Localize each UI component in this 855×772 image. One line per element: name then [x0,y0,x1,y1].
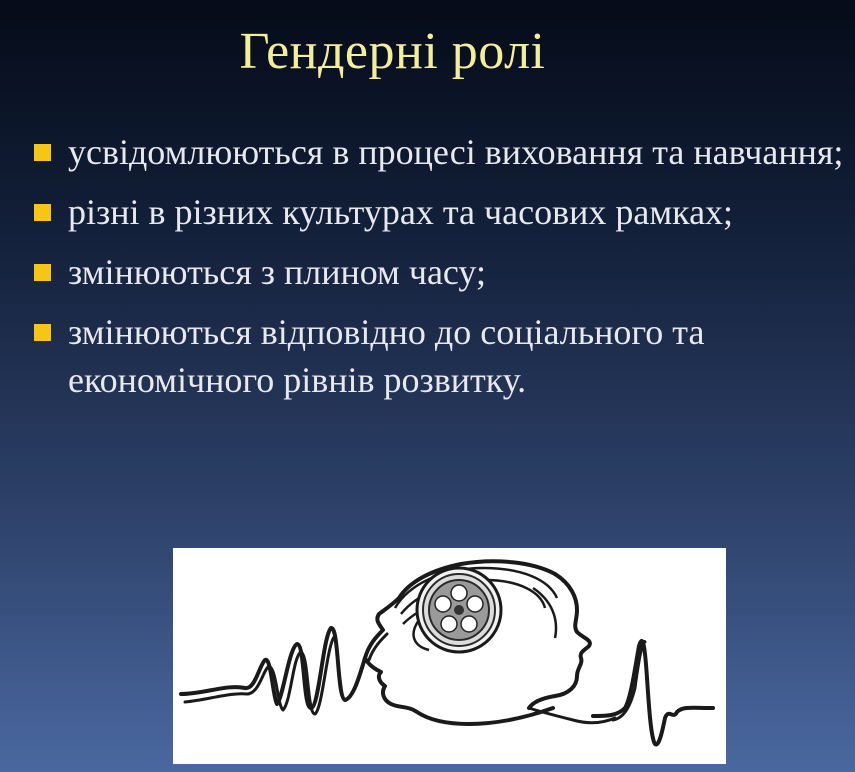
slide-title: Гендерні ролі [239,23,546,80]
bullet-square-icon [34,144,51,161]
bullet-item [34,308,852,404]
illustration-image [173,548,726,764]
bullet-square-icon [34,204,51,221]
bullet-text: змінюються відповідно до соціального та економічного рівнів розвитку. [68,312,705,400]
bullet-item [34,248,852,296]
bullet-item [34,188,852,236]
bullet-square-icon [34,264,51,281]
bullet-text: усвідомлюються в процесі виховання та навчання; [68,132,844,172]
bullet-item [34,128,852,176]
illustration-svg [173,548,726,764]
bullet-list [34,128,852,416]
bullet-square-icon [34,324,51,341]
bullet-text: різні в різних культурах та часових рамках; [68,192,734,232]
bullet-text: змінюються з плином часу; [68,252,486,292]
